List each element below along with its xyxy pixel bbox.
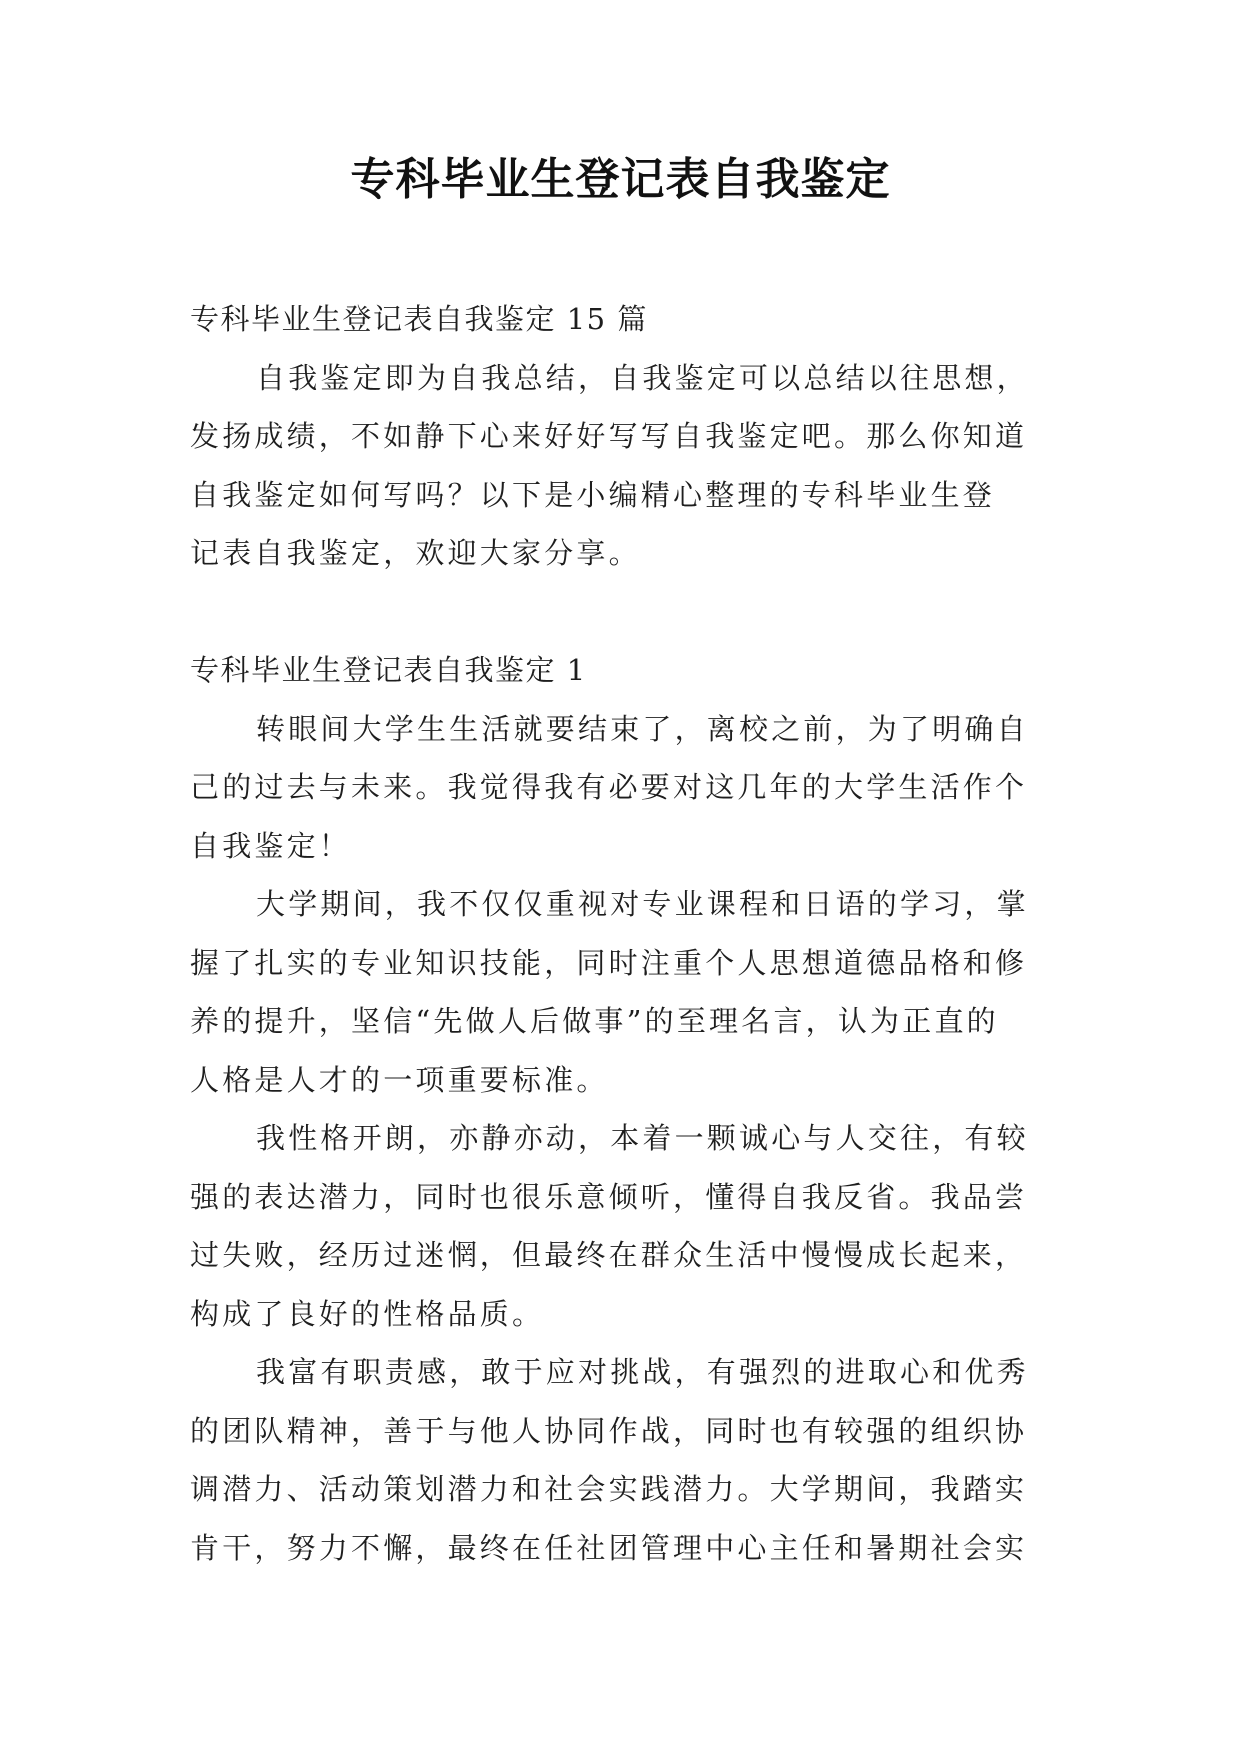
text-line: 发扬成绩，不如静下心来好好写写自我鉴定吧。那么你知道	[190, 419, 1028, 453]
text-line: 人格是人才的一项重要标准。	[190, 1062, 609, 1097]
paragraph-2	[190, 875, 1050, 1109]
text-line: 肯干，努力不懈，最终在任社团管理中心主任和暑期社会实	[190, 1530, 1028, 1565]
text-line: 握了扎实的专业知识技能，同时注重个人思想道德品格和修	[190, 945, 1028, 980]
text-line: 大学期间，我不仅仅重视对专业课程和日语的学习，掌	[256, 887, 1029, 921]
section-heading: 专科毕业生登记表自我鉴定 1	[190, 653, 587, 687]
text-line: 过失败，经历过迷惘，但最终在群众生活中慢慢成长起来，	[190, 1238, 1028, 1272]
text-line: 强的表达潜力，同时也很乐意倾听，懂得自我反省。我品尝	[190, 1179, 1028, 1214]
text-line: 构成了良好的性格品质。	[190, 1296, 545, 1331]
text-line: 自我鉴定！	[190, 828, 352, 863]
paragraph-3	[190, 1109, 1050, 1343]
paragraph-1	[190, 700, 1050, 876]
text-line: 自我鉴定即为自我总结，自我鉴定可以总结以往思想，	[256, 360, 1029, 395]
text-line: 我性格开朗，亦静亦动，本着一颗诚心与人交往，有较	[256, 1121, 1029, 1155]
document-subtitle: 专科毕业生登记表自我鉴定 15 篇	[190, 302, 648, 336]
text-line: 己的过去与未来。我觉得我有必要对这几年的大学生活作个	[190, 770, 1028, 804]
text-line: 我富有职责感，敢于应对挑战，有强烈的进取心和优秀	[256, 1355, 1029, 1389]
document-body	[190, 290, 1050, 1577]
text-line: 调潜力、活动策划潜力和社会实践潜力。大学期间，我踏实	[190, 1472, 1028, 1506]
text-line: 养的提升，坚信“先做人后做事”的至理名言，认为正直的	[190, 1004, 999, 1038]
intro-paragraph	[190, 349, 1050, 583]
text-line: 的团队精神，善于与他人协同作战，同时也有较强的组织协	[190, 1413, 1028, 1448]
text-line: 转眼间大学生生活就要结束了，离校之前，为了明确自	[256, 711, 1029, 746]
paragraph-spacer	[190, 583, 1050, 642]
text-line: 自我鉴定如何写吗？以下是小编精心整理的专科毕业生登	[190, 477, 996, 512]
text-line: 记表自我鉴定，欢迎大家分享。	[190, 536, 641, 570]
document-title: 专科毕业生登记表自我鉴定	[350, 154, 891, 205]
paragraph-4	[190, 1343, 1050, 1577]
